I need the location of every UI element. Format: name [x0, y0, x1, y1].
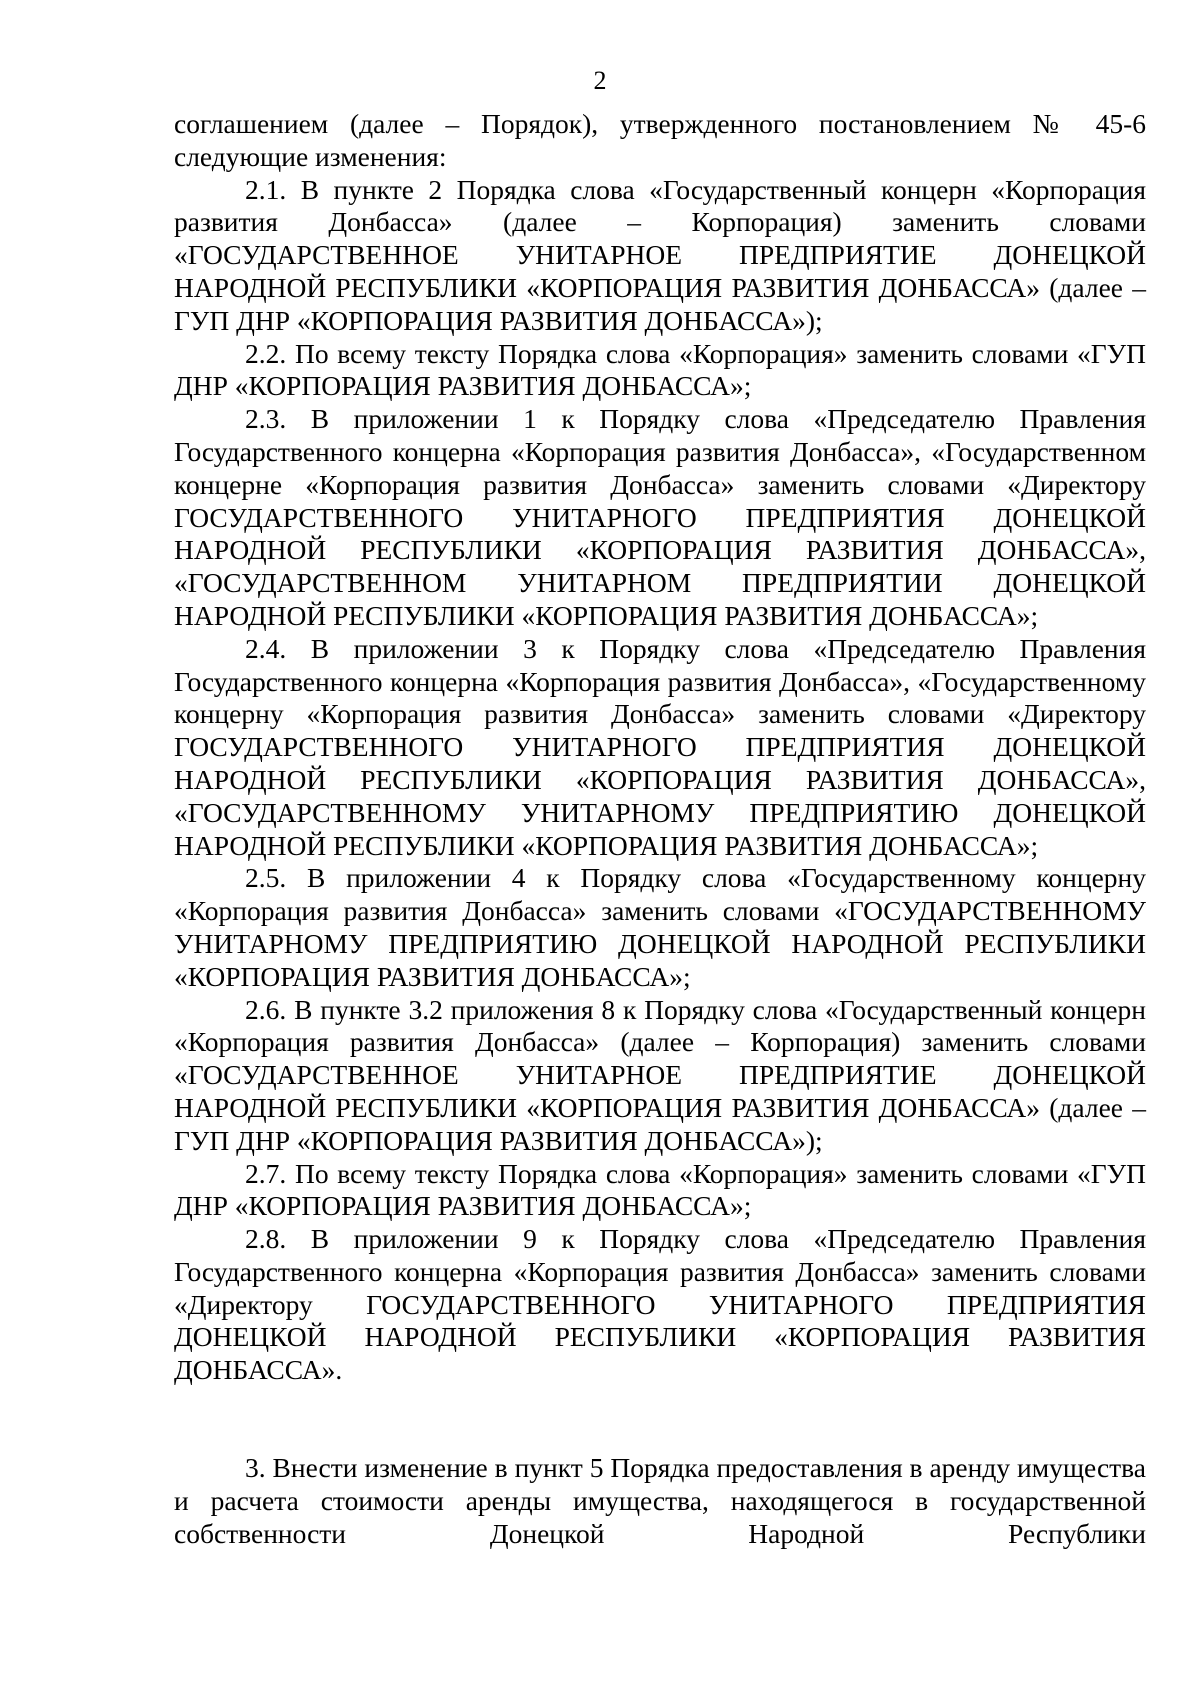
paragraph-2-8: 2.8. В приложении 9 к Порядку слова «Председателю Правления Государственного концерна «Корпорация развития Донбасса» заменить словами «Директору ГОСУДАРСТВЕННОГО УНИТАРНОГО ПРЕДПРИЯТИЯ ДОНЕЦКОЙ НАРОДНОЙ РЕСПУБЛИКИ «КОРПОРАЦИЯ РАЗВИТИЯ ДОНБАССА».	[174, 1223, 1146, 1386]
paragraph-2-5: 2.5. В приложении 4 к Порядку слова «Государственному концерну «Корпорация развития Донбасса» заменить словами «ГОСУДАРСТВЕННОМУ УНИТАРНОМУ ПРЕДПРИЯТИЮ ДОНЕЦКОЙ НАРОДНОЙ РЕСПУБЛИКИ «КОРПОРАЦИЯ РАЗВИТИЯ ДОНБАССА»;	[174, 862, 1146, 992]
paragraph-2-4: 2.4. В приложении 3 к Порядку слова «Председателю Правления Государственного концерна «Корпорация развития Донбасса», «Государственному концерну «Корпорация развития Донбасса» заменить словами «Директору ГОСУДАРСТВЕННОГО УНИТАРНОГО ПРЕДПРИЯТИЯ ДОНЕЦКОЙ НАРОДНОЙ РЕСПУБЛИКИ «КОРПОРАЦИЯ РАЗВИТИЯ ДОНБАССА», «ГОСУДАРСТВЕННОМУ УНИТАРНОМУ ПРЕДПРИЯТИЮ ДОНЕЦКОЙ НАРОДНОЙ РЕСПУБЛИКИ «КОРПОРАЦИЯ РАЗВИТИЯ ДОНБАССА»;	[174, 632, 1146, 861]
paragraph-2-1: 2.1. В пункте 2 Порядка слова «Государственный концерн «Корпорация развития Донбасса» (далее – Корпорация) заменить словами «ГОСУДАРСТВЕННОЕ УНИТАРНОЕ ПРЕДПРИЯТИЕ ДОНЕЦКОЙ НАРОДНОЙ РЕСПУБЛИКИ «КОРПОРАЦИЯ РАЗВИТИЯ ДОНБАССА» (далее – ГУП ДНР «КОРПОРАЦИЯ РАЗВИТИЯ ДОНБАССА»);	[174, 173, 1146, 336]
paragraph-2-6: 2.6. В пункте 3.2 приложения 8 к Порядку слова «Государственный концерн «Корпорация развития Донбасса» (далее – Корпорация) заменить словами «ГОСУДАРСТВЕННОЕ УНИТАРНОЕ ПРЕДПРИЯТИЕ ДОНЕЦКОЙ НАРОДНОЙ РЕСПУБЛИКИ «КОРПОРАЦИЯ РАЗВИТИЯ ДОНБАССА» (далее – ГУП ДНР «КОРПОРАЦИЯ РАЗВИТИЯ ДОНБАССА»);	[174, 993, 1146, 1156]
paragraph-intro: соглашением (далее – Порядок), утвержденного постановлением № 45-6 следующие изменения:	[174, 108, 1146, 172]
page-number: 2	[593, 66, 607, 95]
paragraph-2-3: 2.3. В приложении 1 к Порядку слова «Председателю Правления Государственного концерна «Корпорация развития Донбасса», «Государственном концерне «Корпорация развития Донбасса» заменить словами «Директору ГОСУДАРСТВЕННОГО УНИТАРНОГО ПРЕДПРИЯТИЯ ДОНЕЦКОЙ НАРОДНОЙ РЕСПУБЛИКИ «КОРПОРАЦИЯ РАЗВИТИЯ ДОНБАССА», «ГОСУДАРСТВЕННОМ УНИТАРНОМ ПРЕДПРИЯТИИ ДОНЕЦКОЙ НАРОДНОЙ РЕСПУБЛИКИ «КОРПОРАЦИЯ РАЗВИТИЯ ДОНБАССА»;	[174, 403, 1146, 631]
paragraph-spacer	[174, 1387, 1146, 1452]
document-body	[174, 108, 1146, 1550]
paragraph-2-2: 2.2. По всему тексту Порядка слова «Корпорация» заменить словами «ГУП ДНР «КОРПОРАЦИЯ РАЗВИТИЯ ДОНБАССА»;	[174, 337, 1146, 402]
paragraph-2-7: 2.7. По всему тексту Порядка слова «Корпорация» заменить словами «ГУП ДНР «КОРПОРАЦИЯ РАЗВИТИЯ ДОНБАССА»;	[174, 1157, 1146, 1222]
paragraph-3: 3. Внести изменение в пункт 5 Порядка предоставления в аренду имущества и расчета стоимости аренды имущества, находящегося в государственной собственности Донецкой Народной Республики	[174, 1452, 1146, 1549]
